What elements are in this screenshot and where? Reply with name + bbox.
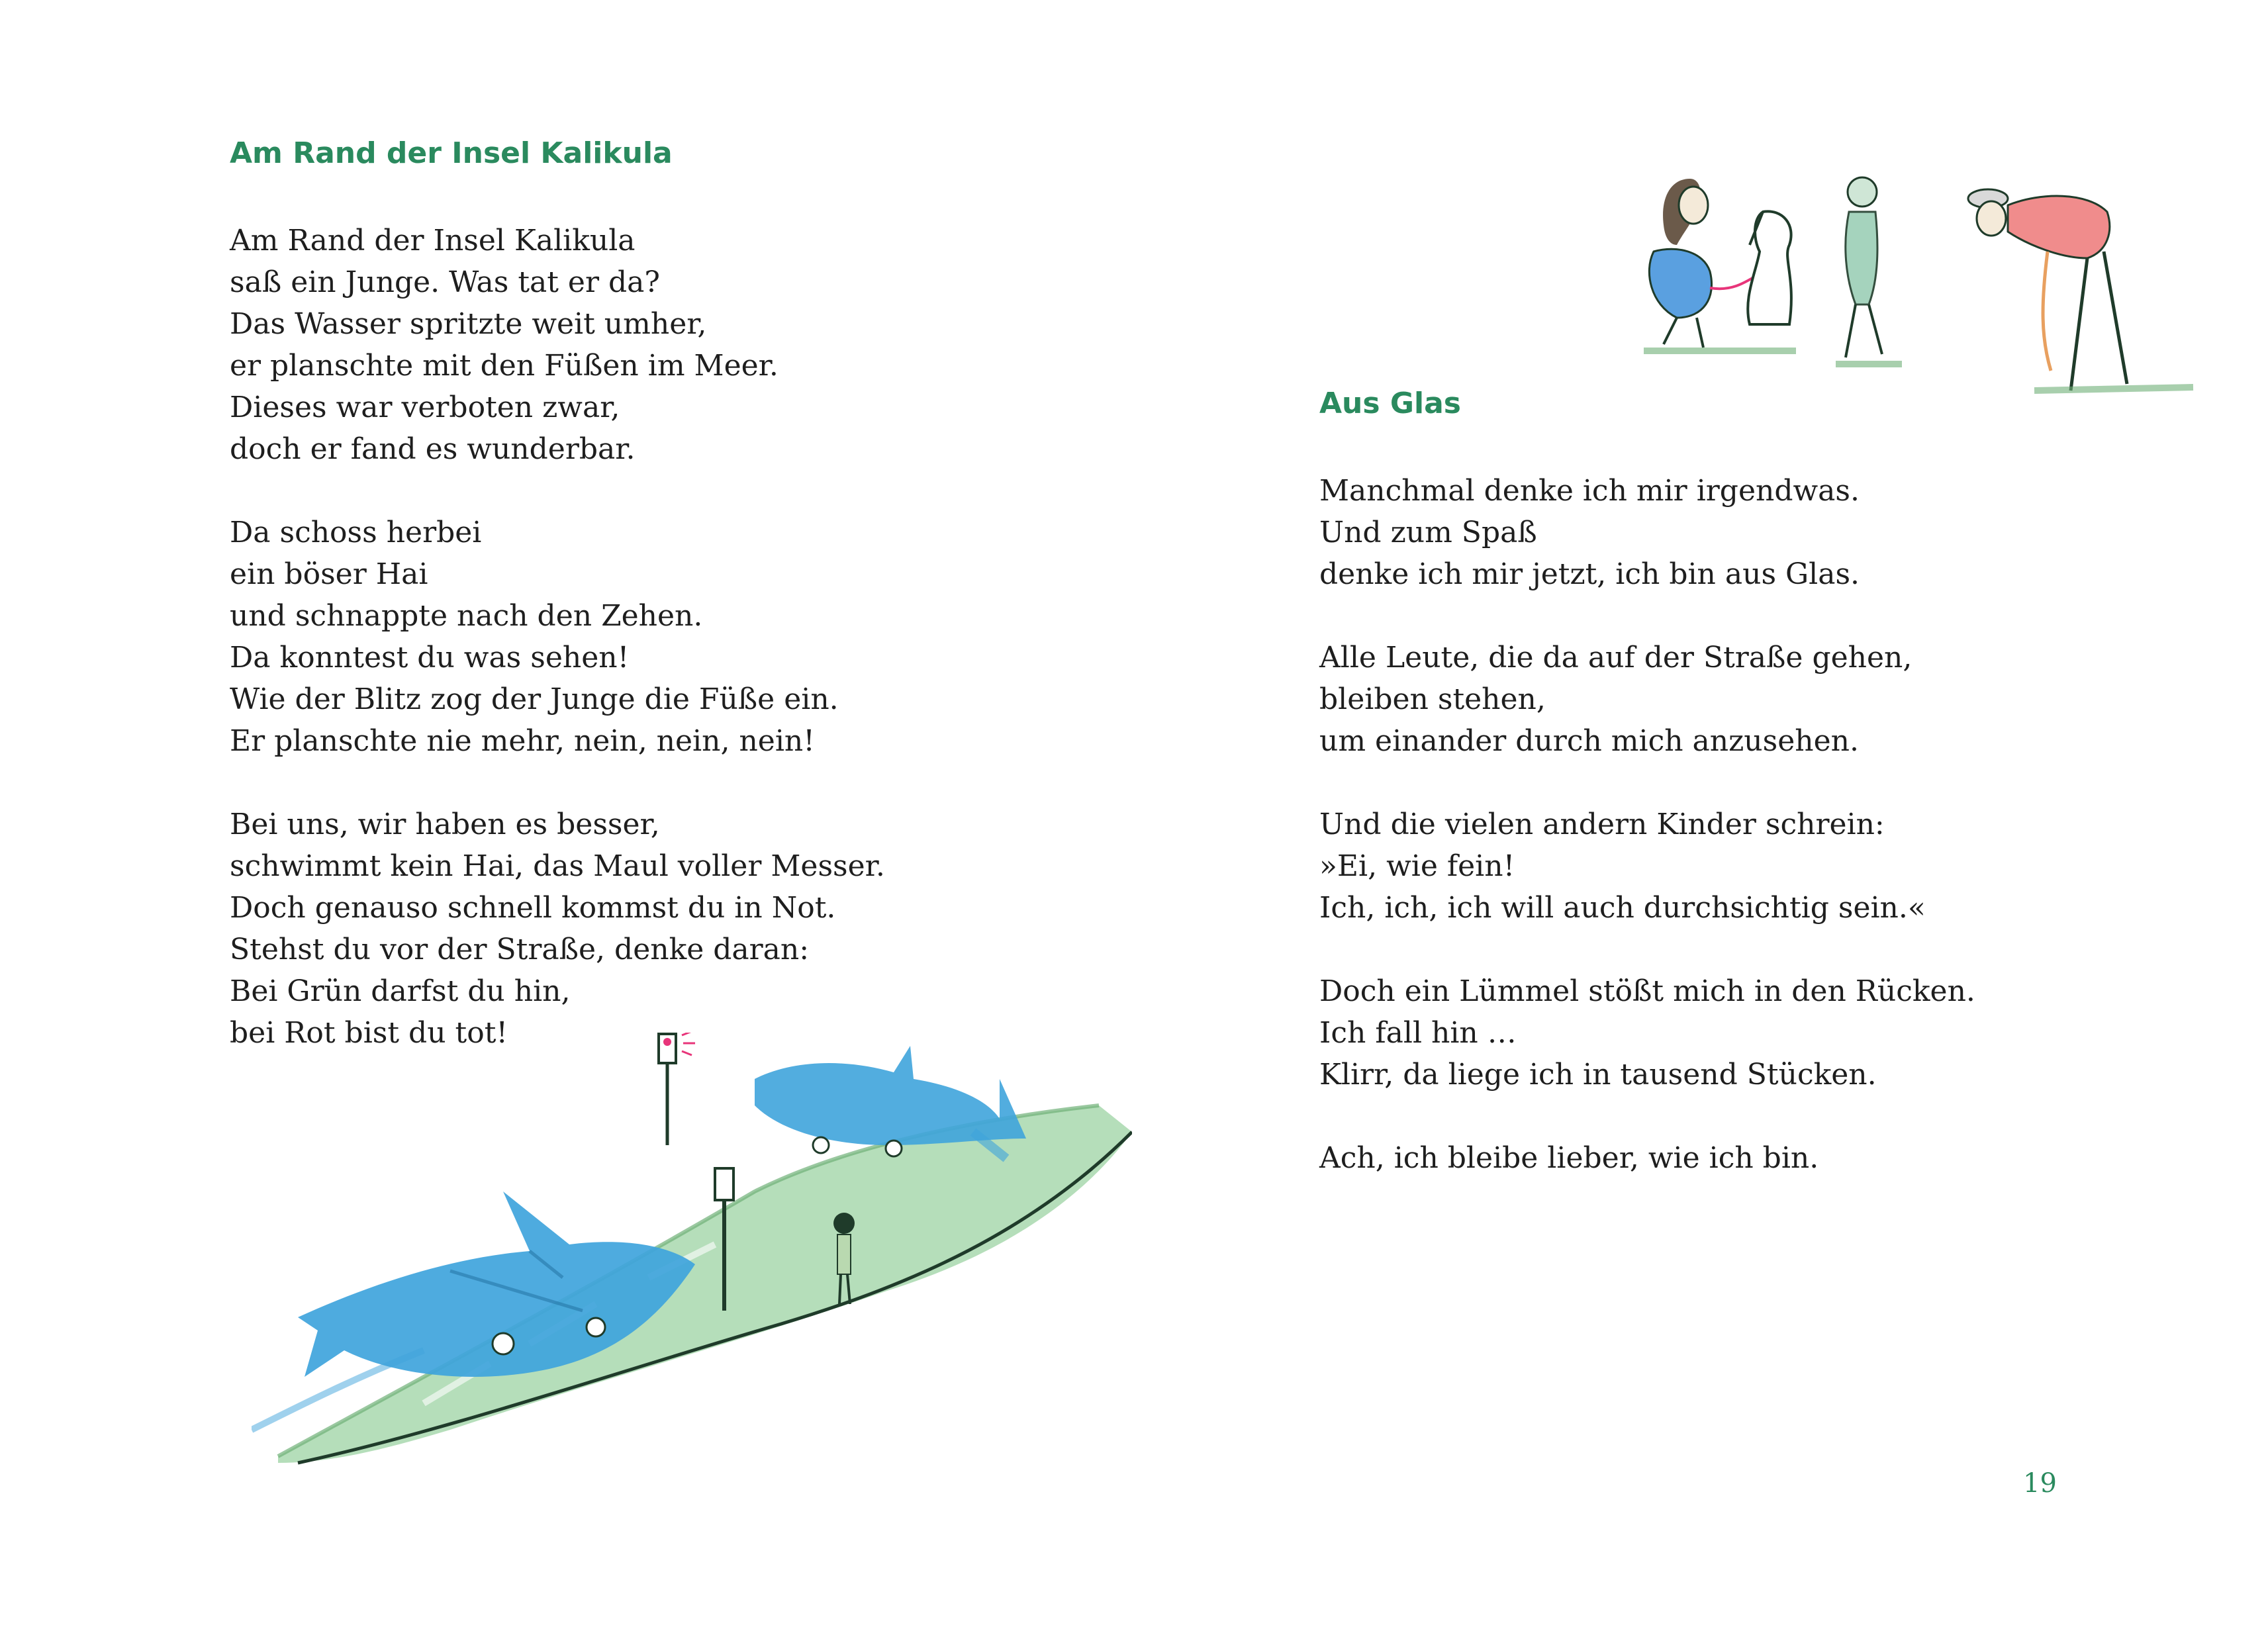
poem-body-aus-glas bbox=[1319, 470, 1975, 1179]
verse-line: um einander durch mich anzusehen. bbox=[1319, 724, 1859, 758]
right-page bbox=[1134, 0, 2268, 1633]
verse-line: Stehst du vor der Straße, denke daran: bbox=[230, 933, 810, 966]
people-looking-at-glass-child-illustration bbox=[1584, 172, 2206, 404]
page-number: 19 bbox=[2023, 1468, 2057, 1499]
verse-line: Das Wasser spritzte weit umher, bbox=[230, 307, 707, 341]
crouching-woman bbox=[1649, 179, 1711, 348]
verse-line: Bei Grün darfst du hin, bbox=[230, 974, 571, 1008]
dog bbox=[1748, 211, 1791, 324]
shark-cars-road-illustration bbox=[252, 1033, 1132, 1470]
verse-line: Da schoss herbei bbox=[230, 516, 482, 549]
stanza bbox=[230, 512, 885, 762]
verse-line: bleiben stehen, bbox=[1319, 682, 1546, 716]
stanza bbox=[1319, 804, 1975, 929]
traffic-light-far bbox=[659, 1033, 695, 1145]
verse-line: Wie der Blitz zog der Junge die Füße ein. bbox=[230, 682, 839, 716]
verse-line: Ich fall hin … bbox=[1319, 1016, 1517, 1050]
glass-child bbox=[1846, 177, 1882, 357]
verse-line: ein böser Hai bbox=[230, 557, 428, 591]
verse-line: Bei uns, wir haben es besser, bbox=[230, 808, 660, 841]
verse-line: bei Rot bist du tot! bbox=[230, 1016, 508, 1050]
stanza bbox=[1319, 970, 1975, 1096]
stanza bbox=[230, 220, 885, 470]
verse-line: und schnappte nach den Zehen. bbox=[230, 599, 703, 633]
verse-line: Klirr, da liege ich in tausend Stücken. bbox=[1319, 1058, 1877, 1092]
verse-line: doch er fand es wunderbar. bbox=[230, 432, 636, 466]
verse-line: saß ein Junge. Was tat er da? bbox=[230, 265, 660, 299]
poem-title-aus-glas: Aus Glas bbox=[1319, 387, 1461, 420]
stanza bbox=[230, 804, 885, 1054]
verse-line: Dieses war verboten zwar, bbox=[230, 391, 620, 424]
verse-line: Und die vielen andern Kinder schrein: bbox=[1319, 808, 1885, 841]
verse-line: Manchmal denke ich mir irgendwas. bbox=[1319, 474, 1860, 508]
verse-line: Alle Leute, die da auf der Straße gehen, bbox=[1319, 641, 1913, 675]
verse-line: Er planschte nie mehr, nein, nein, nein! bbox=[230, 724, 815, 758]
verse-line: Ich, ich, ich will auch durchsichtig sein.« bbox=[1319, 891, 1926, 925]
verse-line: Da konntest du was sehen! bbox=[230, 641, 630, 675]
verse-line: er planschte mit den Füßen im Meer. bbox=[230, 349, 779, 383]
stanza bbox=[1319, 470, 1975, 595]
stanza bbox=[1319, 637, 1975, 762]
verse-line: »Ei, wie fein! bbox=[1319, 849, 1515, 883]
poem-title-kalikula: Am Rand der Insel Kalikula bbox=[230, 136, 673, 170]
verse-line: Doch genauso schnell kommst du in Not. bbox=[230, 891, 836, 925]
verse-line: Und zum Spaß bbox=[1319, 516, 1537, 549]
verse-line: Am Rand der Insel Kalikula bbox=[230, 224, 636, 257]
verse-line: Doch ein Lümmel stößt mich in den Rücken. bbox=[1319, 974, 1975, 1008]
verse-line: denke ich mir jetzt, ich bin aus Glas. bbox=[1319, 557, 1860, 591]
verse-line: Ach, ich bleibe lieber, wie ich bin. bbox=[1319, 1141, 1819, 1175]
stanza bbox=[1319, 1137, 1975, 1179]
poem-body-kalikula bbox=[230, 220, 885, 1054]
bending-man bbox=[1968, 189, 2127, 391]
shark-car-far bbox=[755, 1046, 1026, 1158]
ground bbox=[1644, 351, 2193, 391]
verse-line: schwimmt kein Hai, das Maul voller Messer. bbox=[230, 849, 885, 883]
